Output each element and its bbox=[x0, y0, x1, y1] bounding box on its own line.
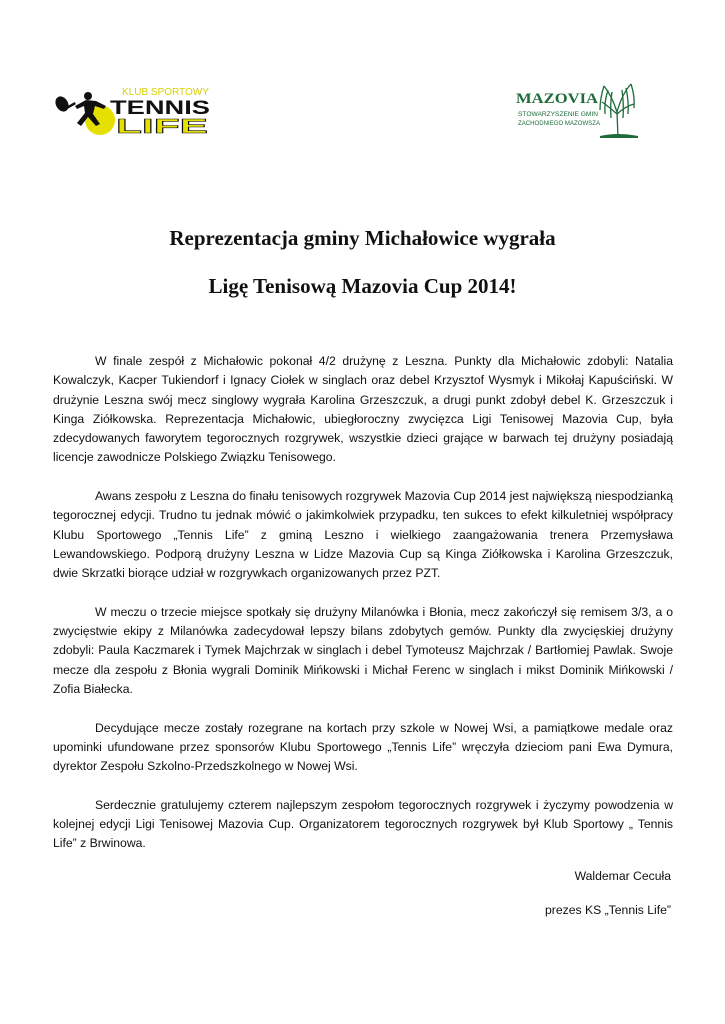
headline-line2: Ligę Tenisową Mazovia Cup 2014! bbox=[208, 274, 517, 298]
signature-name: Waldemar Cecuła bbox=[574, 869, 671, 883]
logo-line3: LIFE bbox=[116, 116, 208, 138]
mazovia-logo bbox=[514, 76, 640, 140]
logo-line2: TENNIS bbox=[110, 98, 210, 119]
paragraph: Serdecznie gratulujemy czterem najlepszym zespołom tegorocznych rozgrywek i życzymy powodzenia w kolejnej edycji Ligi Tenisowej Mazovia Cup. Organizatorem tegorocznych rozgrywek był Klub Sportowy „ Tennis Life” z Brwinowa. bbox=[53, 797, 673, 851]
paragraph: Awans zespołu z Leszna do finału tenisowych rozgrywek Mazovia Cup 2014 jest największą niespodzianką tegorocznej edycji. Trudno tu jednak mówić o jakimkolwiek przypadku, ten sukces to efekt kilkuletniej współpracy Klubu Sportowego „Tennis Life” z gminą Leszno i wielkiego zaangażowania trenera Przemysława Lewandowskiego. Podporą drużyny Leszna w Lidze Mazovia Cup są Kinga Ziółkowska i Karolina Grzeszczuk, dwie Skrzatki biorące udział w rozgrywkach organizowanych przez PZT. bbox=[53, 489, 673, 581]
logo-sub1: STOWARZYSZENIE GMIN bbox=[518, 111, 598, 118]
logo-name: MAZOVIA bbox=[516, 91, 599, 107]
tennis-player-icon bbox=[48, 82, 218, 138]
signature-role: prezes KS „Tennis Life” bbox=[545, 903, 671, 917]
paragraph: W meczu o trzecie miejsce spotkały się drużyny Milanówka i Błonia, mecz zakończył się remisem 3/3, a o zwycięstwie ekipy z Milanówka zadecydował lepszy bilans zdobytych gemów. Punkty dla zwycięskiej drużyny zdobyli: Paula Kaczmarek i Tymek Majchrzak w singlach i debel Tymoteusz Majchrzak / Bartłomiej Pawlak. Swoje mecze dla zespołu z Błonia wygrali Dominik Mińkowski i Michał Ferenc w singlach i mikst Dominik Mińkowski / Zofia Białecka. bbox=[53, 604, 673, 697]
headline-line1: Reprezentacja gminy Michałowice wygrała bbox=[169, 226, 556, 250]
paragraph: Decydujące mecze zostały rozegrane na kortach przy szkole w Nowej Wsi, a pamiątkowe medale oraz upominki ufundowane przez sponsorów Klubu Sportowego „Tennis Life” wręczyła dzieciom pani Ewa Dymura, dyrektor Zespołu Szkolno-Przedszkolnego w Nowej Wsi. bbox=[53, 720, 673, 774]
tennis-life-logo bbox=[48, 82, 218, 138]
paragraph: W finale zespół z Michałowic pokonał 4/2 drużynę z Leszna. Punkty dla Michałowic zdobyli: Natalia Kowalczyk, Kacper Tukiendorf i Ignacy Ciołek w singlach oraz debel Krzysztof Wysmyk i Mikołaj Kapuściński. W drużynie Leszna swój mecz singlowy wygrała Karolina Grzeszczuk, a drugi punkt zdobył debel K. Grzeszczuk i Kinga Ziółkowska. Reprezentacja Michałowic, ubiegłoroczny zwycięzca Ligi Tenisowej Mazovia Cup, była zdecydowanych faworytem tegorocznych rozgrywek, wszystkie dzieci grające w barwach tej drużyny posiadają licencje zawodnicze Polskiego Związku Tenisowego. bbox=[53, 354, 673, 465]
article-body bbox=[53, 352, 673, 873]
logo-sub2: ZACHODNIEGO MAZOWSZA bbox=[518, 120, 601, 127]
willow-tree-icon bbox=[514, 76, 640, 140]
logo-line1: KLUB SPORTOWY bbox=[122, 87, 209, 98]
